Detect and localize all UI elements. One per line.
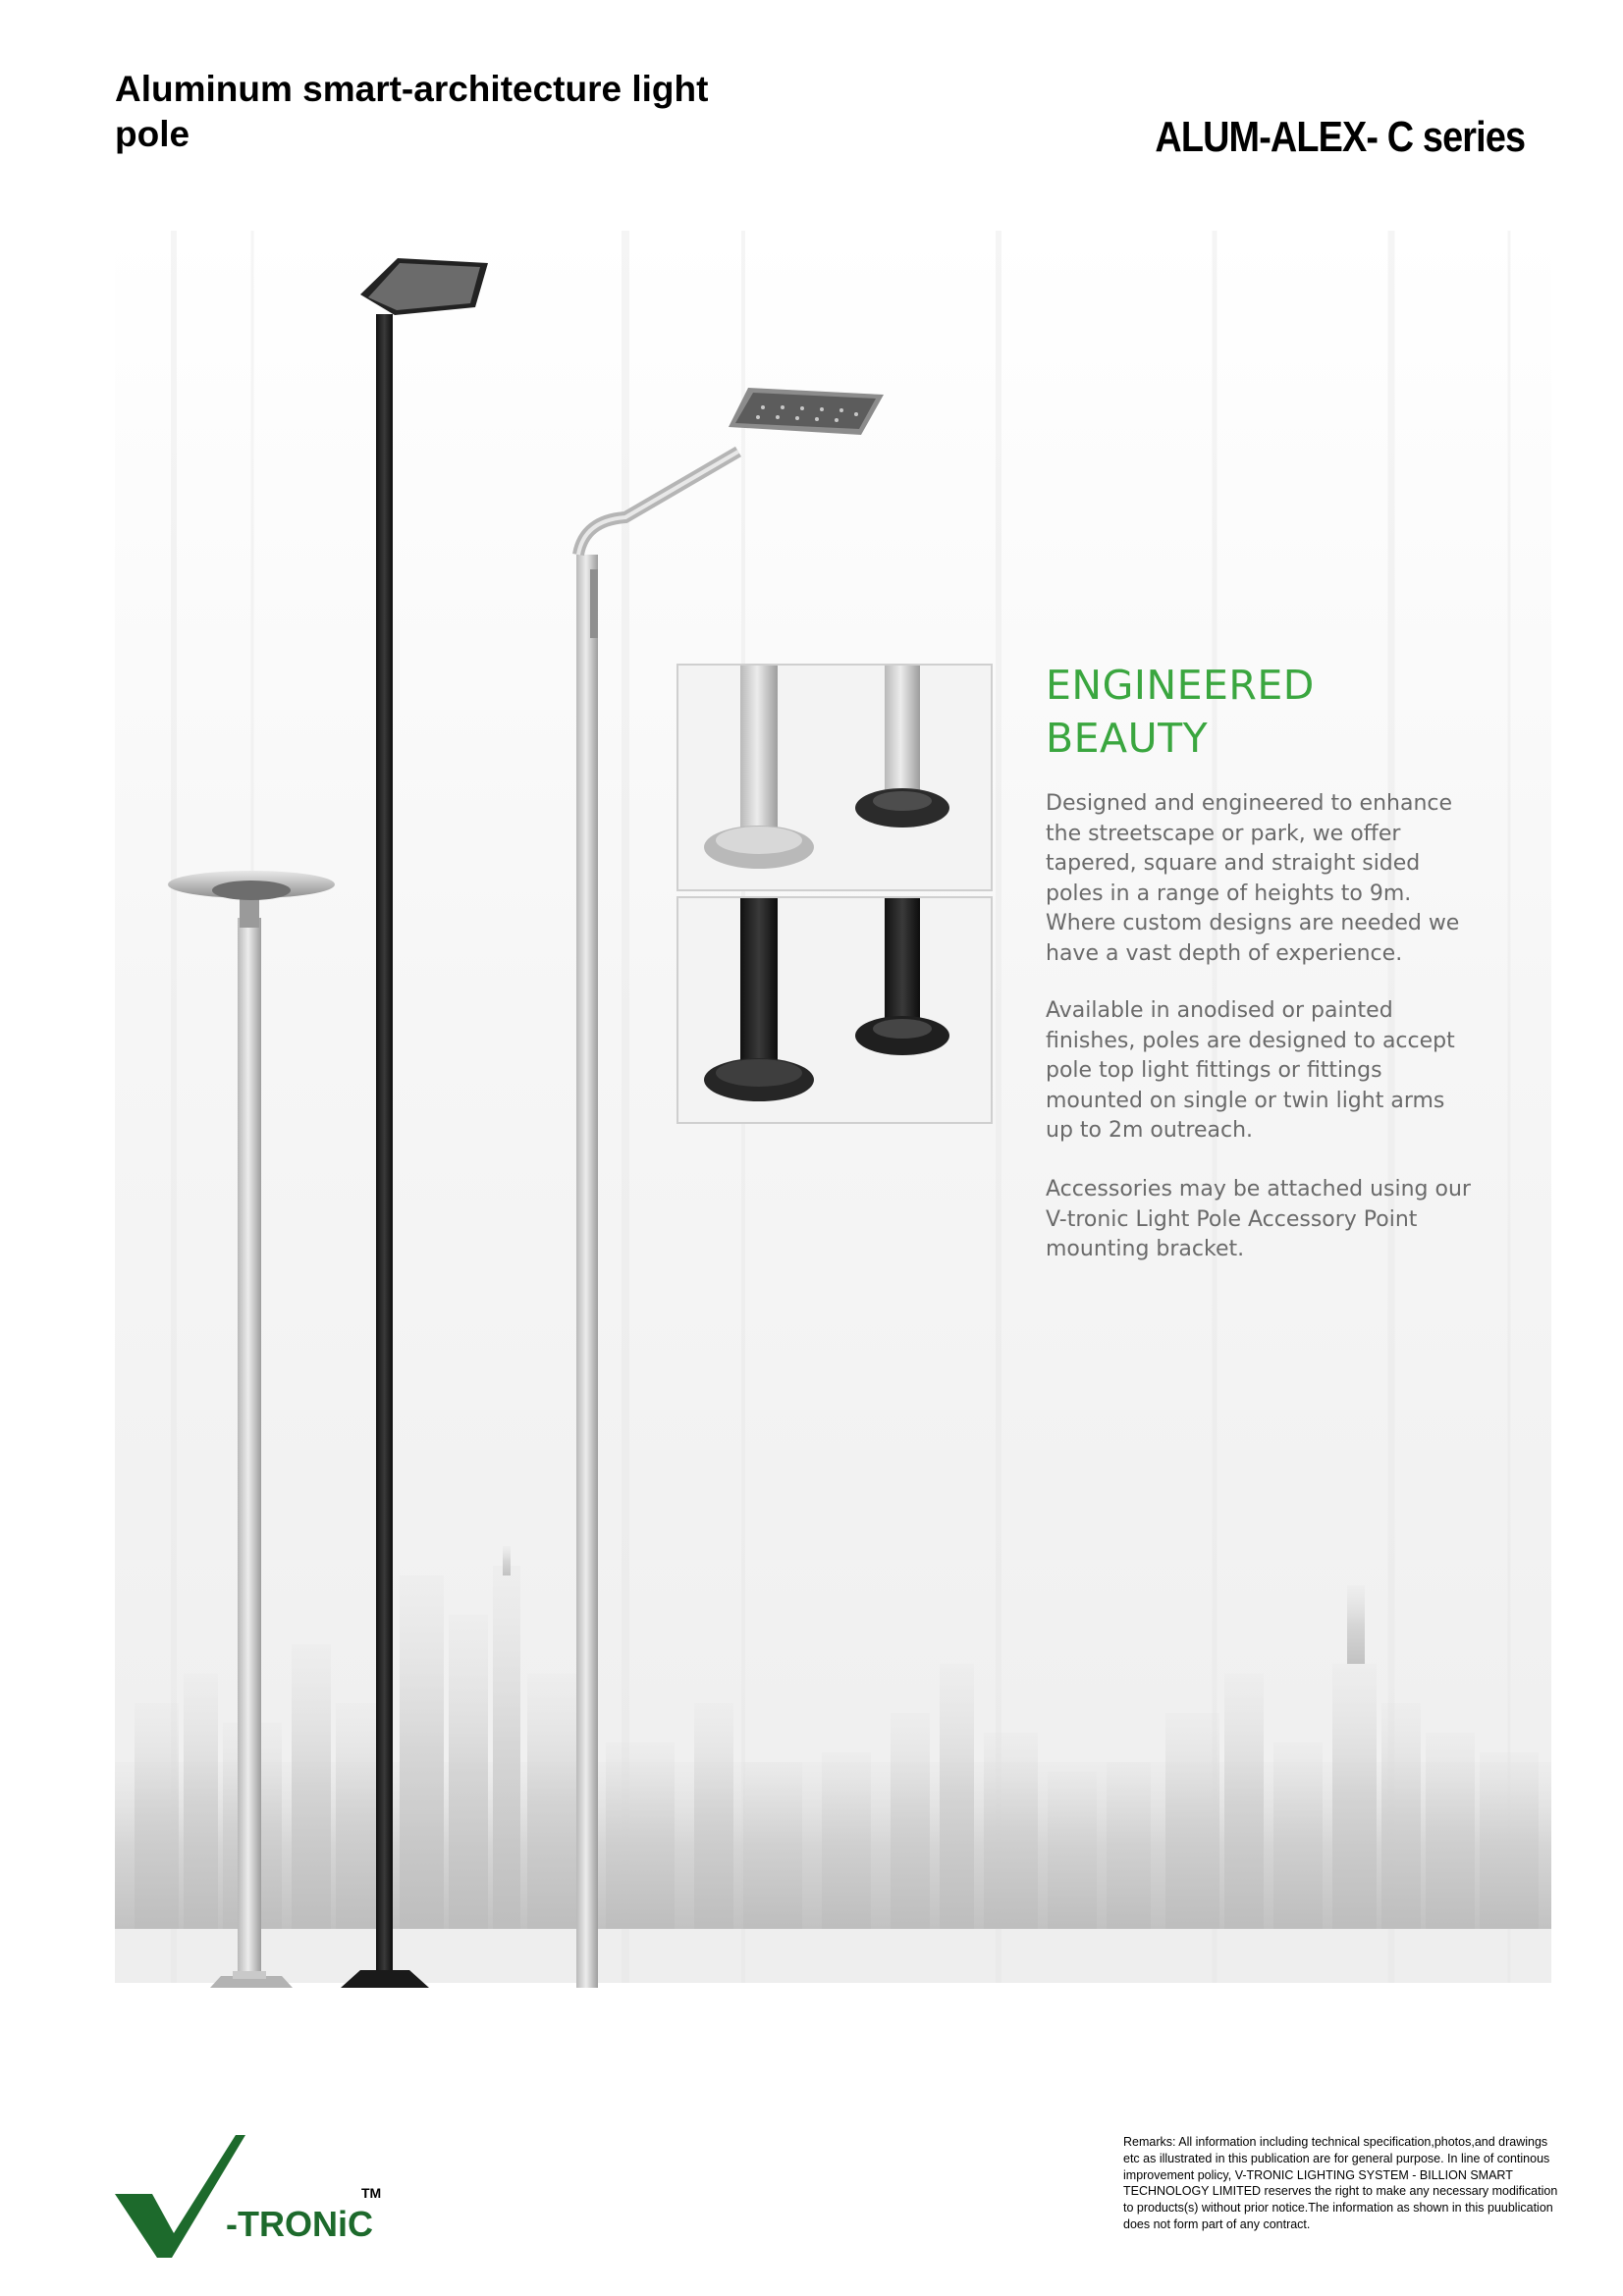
logo-wordmark: -TRONiC (226, 2204, 373, 2244)
black-base-thumbnail (676, 896, 993, 1124)
series-name: ALUM-ALEX- C series (1155, 113, 1525, 161)
feature-heading (1046, 659, 1458, 765)
product-title: Aluminum smart-architecture light pole (115, 69, 709, 154)
feature-paragraph-2: Available in anodised or painted finishes, poles are designed to accept pole top light fittings or fittings mounted on single or twin light arms up to 2m outreach. (1046, 998, 1455, 1143)
feature-paragraph-3: Accessories may be attached using our V-tronic Light Pole Accessory Point mounting bracket. (1046, 1177, 1471, 1261)
feature-heading-line2: BEAUTY (1046, 715, 1209, 762)
feature-paragraph-1: Designed and engineered to enhance the streetscape or park, we offer tapered, square and straight sided poles in a range of heights to 9m. Where custom designs are needed we have a vast depth of experience. (1046, 791, 1460, 966)
remarks-disclaimer: Remarks: All information including technical specification,photos,and drawings etc as illustrated in this publication are for general purpose. In line of continous improvement policy, V-TRONIC LIGHTING SYSTEM - BILLION SMART TECHNOLOGY LIMITED reserves the right to make any necessary modification to products(s) without prior notice.The information as shown in this puublication does not form part of any contract. (1123, 2135, 1558, 2231)
trademark-symbol: TM (361, 2185, 382, 2201)
silver-base-thumbnail (676, 664, 993, 891)
feature-heading-line1: ENGINEERED (1046, 662, 1315, 709)
